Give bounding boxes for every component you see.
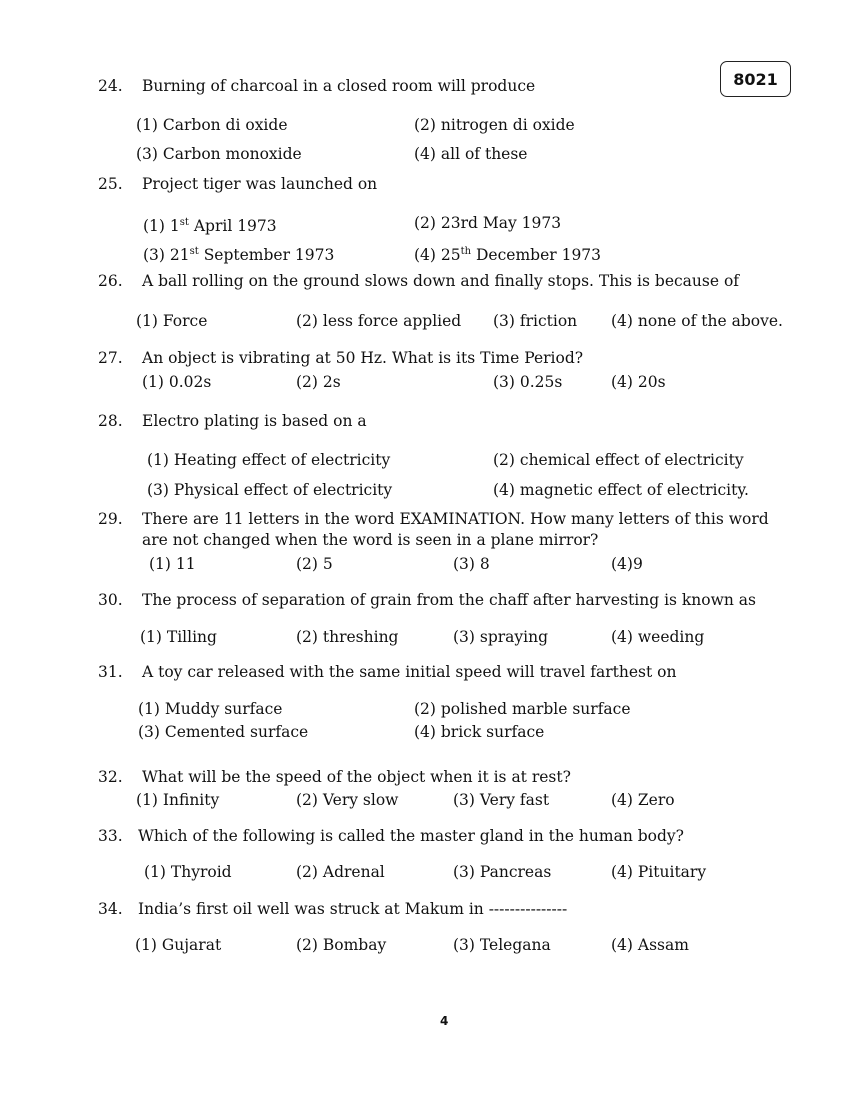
option: (1) 0.02s (142, 373, 212, 391)
question-text: Which of the following is called the master gland in the human body? (138, 827, 684, 845)
option: (4) Zero (611, 791, 675, 809)
question-number: 25. (98, 175, 123, 193)
option: (1) 1st April 1973 (143, 217, 277, 236)
option: (3) Carbon monoxide (136, 145, 302, 163)
option: (2) Bombay (296, 936, 387, 954)
paper-code: 8021 (733, 69, 778, 89)
option: (2) nitrogen di oxide (414, 116, 575, 134)
option: (1) 11 (149, 555, 196, 573)
option: (2) 5 (296, 555, 333, 573)
option: (3) Pancreas (453, 863, 552, 881)
option: (2) polished marble surface (414, 700, 631, 718)
option: (1) Gujarat (135, 936, 222, 954)
question-text: A ball rolling on the ground slows down and finally stops. This is because of (142, 272, 740, 290)
option: (3) Cemented surface (138, 723, 309, 741)
option: (1) Muddy surface (138, 700, 283, 718)
option: (1) Infinity (136, 791, 220, 809)
option: (2) Adrenal (296, 863, 385, 881)
option: (1) Force (136, 312, 208, 330)
page-number: 4 (440, 1014, 449, 1028)
question-number: 34. (98, 900, 123, 918)
option: (4) 20s (611, 373, 666, 391)
question-number: 24. (98, 77, 123, 95)
option: (3) 0.25s (493, 373, 563, 391)
question-text: A toy car released with the same initial speed will travel farthest on (142, 663, 677, 681)
question-number: 32. (98, 768, 123, 786)
question-text: The process of separation of grain from the chaff after harvesting is known as (142, 591, 756, 609)
option: (1) Tilling (140, 628, 217, 646)
option: (4) 25th December 1973 (414, 246, 602, 265)
option: (4) magnetic effect of electricity. (493, 481, 749, 499)
option: (2) less force applied (296, 312, 462, 330)
option: (3) 8 (453, 555, 490, 573)
option: (4) Pituitary (611, 863, 707, 881)
option: (3) 21st September 1973 (143, 246, 335, 265)
question-text: There are 11 letters in the word EXAMINATION. How many letters of this word (142, 510, 769, 528)
question-number: 31. (98, 663, 123, 681)
question-number: 28. (98, 412, 123, 430)
option: (4) none of the above. (611, 312, 783, 330)
question-number: 30. (98, 591, 123, 609)
option: (2) chemical effect of electricity (493, 451, 744, 469)
option: (3) friction (493, 312, 578, 330)
option: (1) Heating effect of electricity (147, 451, 391, 469)
question-text: An object is vibrating at 50 Hz. What is its Time Period? (142, 349, 584, 367)
question-text: Burning of charcoal in a closed room will produce (142, 77, 536, 95)
option: (3) Telegana (453, 936, 551, 954)
question-number: 27. (98, 349, 123, 367)
option: (4) all of these (414, 145, 528, 163)
question-text: India’s first oil well was struck at Makum in --------------- (138, 900, 568, 918)
question-text: Electro plating is based on a (142, 412, 367, 430)
option: (2) 23rd May 1973 (414, 214, 562, 232)
question-number: 33. (98, 827, 123, 845)
question-text-continued: are not changed when the word is seen in a plane mirror? (142, 531, 599, 549)
option: (1) Thyroid (144, 863, 232, 881)
option: (3) Physical effect of electricity (147, 481, 393, 499)
option: (3) spraying (453, 628, 549, 646)
question-text: Project tiger was launched on (142, 175, 378, 193)
option: (4)9 (611, 555, 643, 573)
option: (3) Very fast (453, 791, 550, 809)
option: (4) Assam (611, 936, 689, 954)
question-number: 26. (98, 272, 123, 290)
question-text: What will be the speed of the object when it is at rest? (142, 768, 571, 786)
option: (4) brick surface (414, 723, 545, 741)
option: (2) Very slow (296, 791, 399, 809)
option: (2) threshing (296, 628, 399, 646)
option: (4) weeding (611, 628, 705, 646)
option: (1) Carbon di oxide (136, 116, 288, 134)
question-number: 29. (98, 510, 123, 528)
option: (2) 2s (296, 373, 341, 391)
paper-code-box (720, 61, 791, 97)
